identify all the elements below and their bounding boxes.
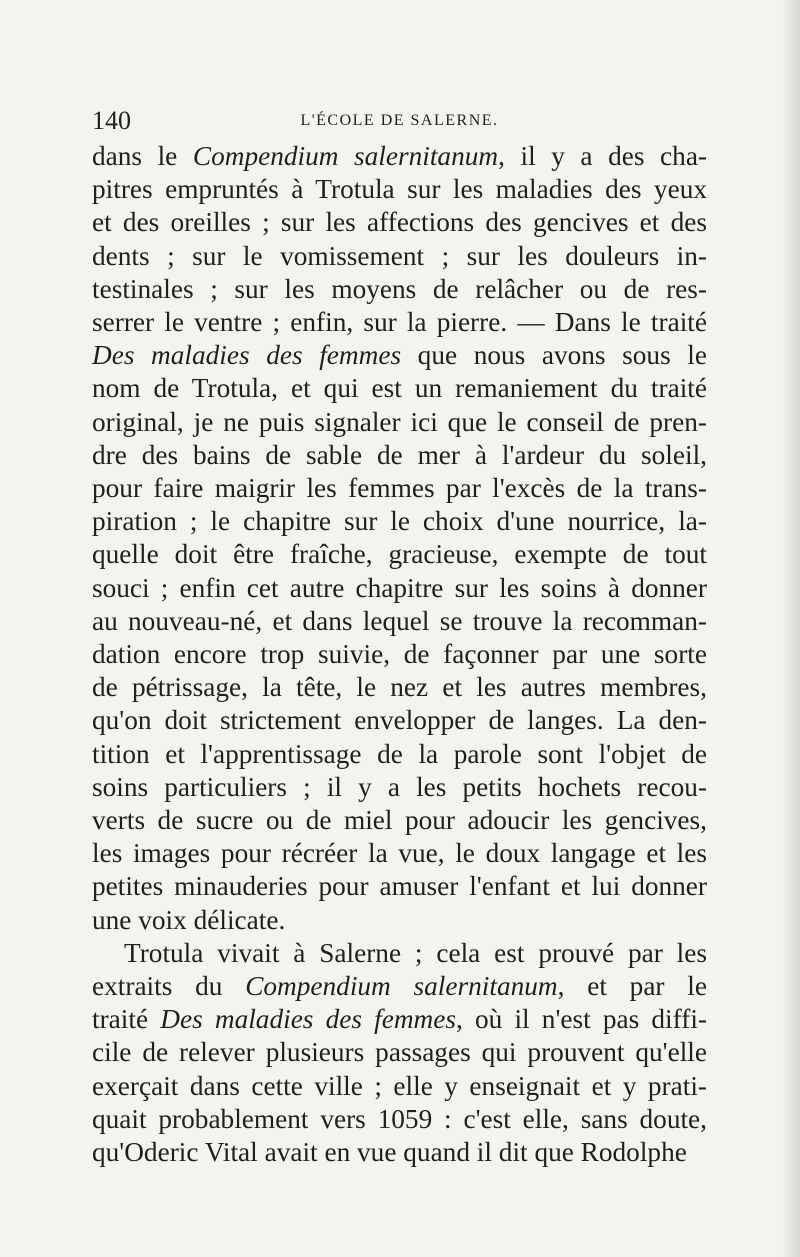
text-line [92,837,707,870]
text-line [92,1136,707,1169]
text-line [92,605,707,638]
text-line [92,937,707,970]
paragraph [92,937,707,1169]
text-segment: Trotula vivait à Salerne ; cela est prouvé par les [124,937,707,968]
text-segment: , et par le [557,971,707,1002]
paragraph [92,140,707,937]
text-line [92,140,707,173]
text-line [92,638,707,671]
text-segment: quelle doit être fraîche, gracieuse, exempte de tout [92,539,707,570]
text-line [92,339,707,372]
text-segment: tition et l'apprentissage de la parole sont l'objet de [92,738,707,769]
text-line [92,1003,707,1036]
text-segment: nom de Trotula, et qui est un remaniement du traité [92,373,707,404]
running-head [92,100,707,140]
text-segment: pitres empruntés à Trotula sur les maladies des yeux [92,174,707,205]
text-segment: et des oreilles ; sur les affections des gencives et des [92,207,707,238]
text-segment: une voix délicate. [92,904,286,935]
text-segment: dation encore trop suivie, de façonner par une sorte [92,639,707,670]
text-segment: , il y a des cha- [498,141,708,171]
text-segment: cile de relever plusieurs passages qui prouvent qu'elle [92,1037,707,1068]
text-line [92,1070,707,1103]
text-line [92,472,707,505]
text-segment: dre des bains de sable de mer à l'ardeur du soleil, [92,439,707,470]
text-line [92,804,707,837]
page-number: 140 [92,106,131,135]
text-line [92,970,707,1003]
text-line [92,273,707,306]
text-line [92,372,707,405]
text-line [92,1103,707,1136]
text-segment: extraits du [92,971,246,1002]
text-line [92,738,707,771]
italic-title: Des maladies des femmes [160,1004,457,1035]
text-segment: dans le [92,141,193,171]
text-line [92,306,707,339]
text-line [92,206,707,239]
text-segment: verts de sucre ou de miel pour adoucir les gencives, [92,805,707,836]
text-line [92,505,707,538]
text-segment: traité [92,1004,161,1035]
text-line [92,771,707,804]
text-line [92,173,707,206]
text-segment: testinales ; sur les moyens de relâcher ou de res- [92,273,707,304]
text-segment: , où il n'est pas diffi- [456,1004,707,1035]
text-segment: les images pour récréer la vue, le doux langage et les [92,838,707,869]
text-segment: qu'on doit strictement envelopper de langes. La den- [92,705,707,736]
italic-title: Des maladies des femmes [92,340,402,371]
text-segment: serrer le ventre ; enfin, sur la pierre. — Dans le traité [92,307,707,338]
body-text [92,140,707,1169]
text-segment: qu'Oderic Vital avait en vue quand il dit que Rodolphe [92,1137,687,1168]
page-edge-shadow [782,0,800,1257]
text-segment: que nous avons sous le [401,340,707,371]
text-segment: quait probablement vers 1059 : c'est elle, sans doute, [92,1103,707,1134]
text-segment: piration ; le chapitre sur le choix d'une nourrice, la- [92,506,707,537]
text-segment: au nouveau-né, et dans lequel se trouve la recomman- [92,605,707,636]
text-line [92,671,707,704]
text-line [92,904,707,937]
text-line [92,240,707,273]
text-segment: dents ; sur le vomissement ; sur les douleurs in- [92,240,707,271]
text-segment: original, je ne puis signaler ici que le conseil de pren- [92,406,707,437]
italic-title: Compendium salernitanum [192,141,499,171]
text-line [92,1036,707,1069]
text-line [92,439,707,472]
book-page [92,100,707,1169]
text-segment: exerçait dans cette ville ; elle y enseignait et y prati- [92,1070,707,1101]
text-segment: pour faire maigrir les femmes par l'excès de la trans- [92,473,707,504]
text-segment: petites minauderies pour amuser l'enfant et lui donner [92,871,707,902]
running-title: L'ÉCOLE DE SALERNE. [300,112,499,129]
text-segment: de pétrissage, la tête, le nez et les autres membres, [92,672,707,703]
text-line [92,406,707,439]
italic-title: Compendium salernitanum [245,971,558,1002]
text-line [92,870,707,903]
text-line [92,538,707,571]
text-line [92,704,707,737]
text-line [92,572,707,605]
text-segment: soins particuliers ; il y a les petits hochets recou- [92,771,707,802]
text-segment: souci ; enfin cet autre chapitre sur les soins à donner [92,572,707,603]
